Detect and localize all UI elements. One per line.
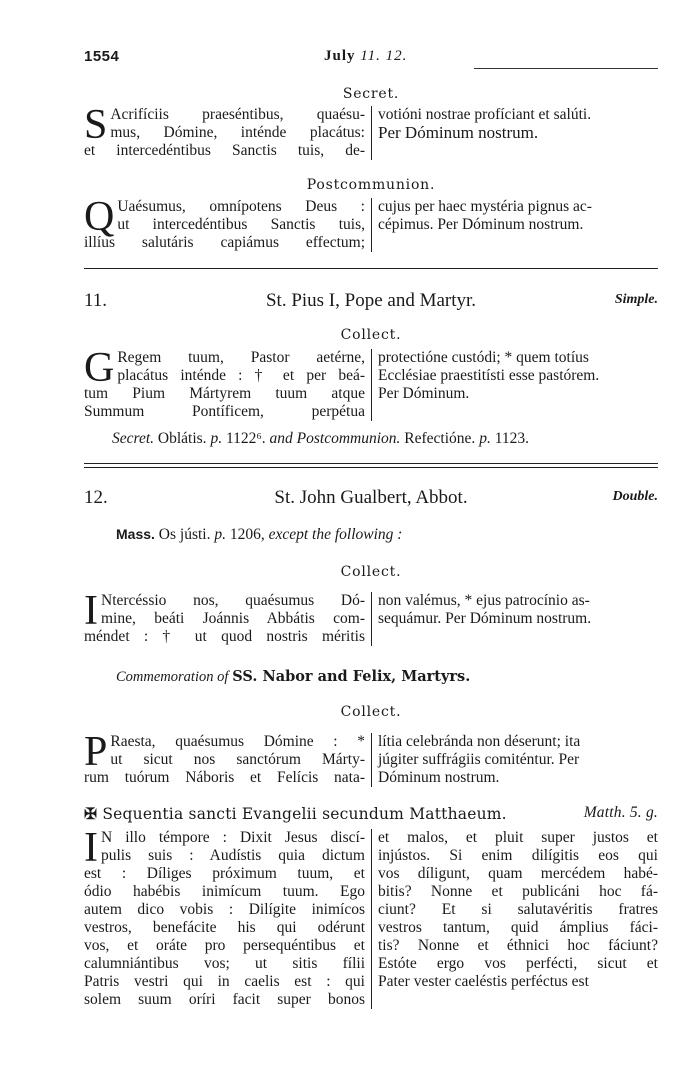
page-number: 1554: [84, 48, 120, 65]
collect-right-column: [371, 733, 658, 787]
text-line: tum Pium Mártyrem tuum atque: [84, 385, 365, 402]
text-line: júgiter suffrágiis comiténtur. Per: [378, 751, 580, 768]
postcommunion-left-column: [84, 194, 371, 252]
feast-rank: Simple.: [614, 292, 658, 307]
postcommunion-prayer: [84, 194, 658, 252]
text-line: Patris vestri qui in caelis est : qui: [84, 973, 365, 990]
gospel-left-column: [84, 825, 371, 1009]
text-line: Uaésumus, omnípotens Deus :: [117, 198, 365, 215]
collect-left-column: [84, 345, 371, 421]
feast-number: 11.: [84, 290, 108, 311]
text-line: mine, beáti Joánnis Abbátis com-: [101, 610, 365, 627]
section-divider: [84, 463, 658, 464]
commemoration-collect: [84, 729, 658, 787]
header-rule: [474, 68, 658, 69]
gospel-heading: ✠ Sequentia sancti Evangelii secundum Matthaeum. Matth. 5. g.: [84, 804, 658, 823]
text-line: illíus salutáris capiámus effectum;: [84, 234, 365, 251]
text-line: mus, Dómine, inténde placátus:: [110, 124, 365, 141]
collect-left-column: [84, 729, 371, 787]
feast-title: St. John Gualbert, Abbot.: [274, 487, 468, 508]
text-line: et malos, et pluit super justos et: [378, 829, 658, 846]
text-line: Per Dóminum.: [378, 385, 470, 402]
text-line: vos díligunt, quam mercédem habé-: [378, 865, 658, 882]
text-line: Raesta, quaésumus Dómine : *: [110, 733, 365, 750]
feast-12-collect: [84, 588, 658, 646]
text-line: injústos. Si enim dilígitis eos qui: [378, 847, 658, 864]
text-line: Ecclésiae praestitísti esse pastórem.: [378, 367, 600, 384]
text-line: non valémus, * ejus patrocínio as-: [378, 592, 590, 609]
cross-icon: ✠: [84, 804, 98, 823]
feast-11-collect: [84, 345, 658, 421]
text-line: calumniántibus vos; ut sitis fílii: [84, 955, 365, 972]
section-divider: [84, 467, 658, 468]
text-line: Summum Pontíficem, perpétua: [84, 403, 365, 420]
gospel-text: [84, 825, 658, 1009]
text-line: rum tuórum Náboris et Felícis nata-: [84, 769, 365, 786]
gospel-right-column: [371, 829, 658, 1009]
collect-heading: Collect.: [340, 327, 402, 343]
postcommunion-right-column: [371, 198, 658, 252]
text-line: Ntercéssio nos, quaésumus Dó-: [101, 592, 365, 609]
postcommunion-heading: Postcommunion.: [306, 177, 436, 193]
text-line: Dóminum nostrum.: [378, 769, 500, 786]
text-line: vestros, benefácite his qui odérunt: [84, 919, 365, 936]
collect-dropcap: G: [84, 345, 115, 391]
text-line: Estóte ergo vos perfécti, sicut et: [378, 955, 658, 972]
text-line: cépimus. Per Dóminum nostrum.: [378, 216, 584, 233]
text-line: votióni nostrae profíciant et salúti.: [378, 106, 592, 123]
text-line: cujus per haec mystéria pignus ac-: [378, 198, 592, 215]
feast-number: 12.: [84, 487, 108, 508]
text-line: ciunt? Et si salutavéritis fratres: [378, 901, 658, 918]
text-line: vestros tantum, quid ámplius fáci-: [378, 919, 658, 936]
text-line: pulis suis : Audístis quia dictum: [101, 847, 365, 864]
text-line: Pater vester caeléstis perféctus est: [378, 973, 589, 990]
collect-heading: Collect.: [340, 564, 402, 580]
feast-12-heading: [84, 487, 658, 513]
section-divider: [84, 268, 658, 269]
secret-prayer: [84, 102, 658, 160]
secret-heading: Secret.: [342, 86, 400, 102]
commemoration-heading: Commemoration of SS. Nabor and Felix, Martyrs.: [116, 668, 471, 685]
text-line: solem suum oríri facit super bonos: [84, 991, 365, 1008]
collect-right-column: [371, 592, 658, 646]
text-line: vos, et oráte pro persequéntibus et: [84, 937, 365, 954]
text-line: protectióne custódi; * quem totíus: [378, 349, 589, 366]
text-line: ut intercedéntibus Sanctis tuis,: [117, 216, 365, 233]
text-line: ut sicut nos sanctórum Márty-: [110, 751, 365, 768]
secret-right-column: [371, 106, 658, 160]
text-line: Per Dóminum nostrum.: [378, 123, 539, 142]
feast-rank: Double.: [612, 489, 658, 504]
collect-left-column: [84, 588, 371, 646]
feast-11-heading: [84, 290, 658, 316]
collect-dropcap: I: [84, 588, 98, 634]
mass-reference: Mass. Os jústi. p. 1206, except the following :: [116, 526, 403, 543]
text-line: méndet : † ut quod nostris méritis: [84, 628, 365, 645]
collect-heading: Collect.: [340, 704, 402, 720]
text-line: placátus inténde : † et per beá-: [117, 367, 365, 384]
text-line: bitis? Nonne et publicáni hoc fá-: [378, 883, 658, 900]
feast-11-propers-reference: Secret. Oblátis. p. 1122⁶. and Postcommunion. Refectióne. p. 1123.: [112, 430, 529, 447]
text-line: est : Díliges próximum tuum, et: [84, 865, 365, 882]
text-line: Regem tuum, Pastor aetérne,: [117, 349, 365, 366]
secret-left-column: [84, 102, 371, 160]
text-line: sequámur. Per Dóminum nostrum.: [378, 610, 592, 627]
text-line: et intercedéntibus Sanctis tuis, de-: [84, 142, 365, 159]
running-head: July 11. 12.: [324, 48, 408, 64]
text-line: N illo témpore : Dixit Jesus discí-: [101, 829, 365, 846]
page-header: [84, 46, 658, 70]
text-line: autem dico vobis : Dilígite inimícos: [84, 901, 365, 918]
text-line: ódio habébis inimícum tuum. Ego: [84, 883, 365, 900]
text-line: lítia celebránda non déserunt; ita: [378, 733, 581, 750]
text-line: Acrifíciis praeséntibus, quaésu-: [110, 106, 365, 123]
gospel-dropcap: I: [84, 825, 98, 871]
postcommunion-dropcap: Q: [84, 194, 115, 240]
feast-title: St. Pius I, Pope and Martyr.: [265, 290, 477, 311]
secret-dropcap: S: [84, 102, 108, 148]
text-line: tis? Nonne et éthnici hoc fáciunt?: [378, 937, 658, 954]
collect-right-column: [371, 349, 658, 421]
collect-dropcap: P: [84, 729, 108, 775]
